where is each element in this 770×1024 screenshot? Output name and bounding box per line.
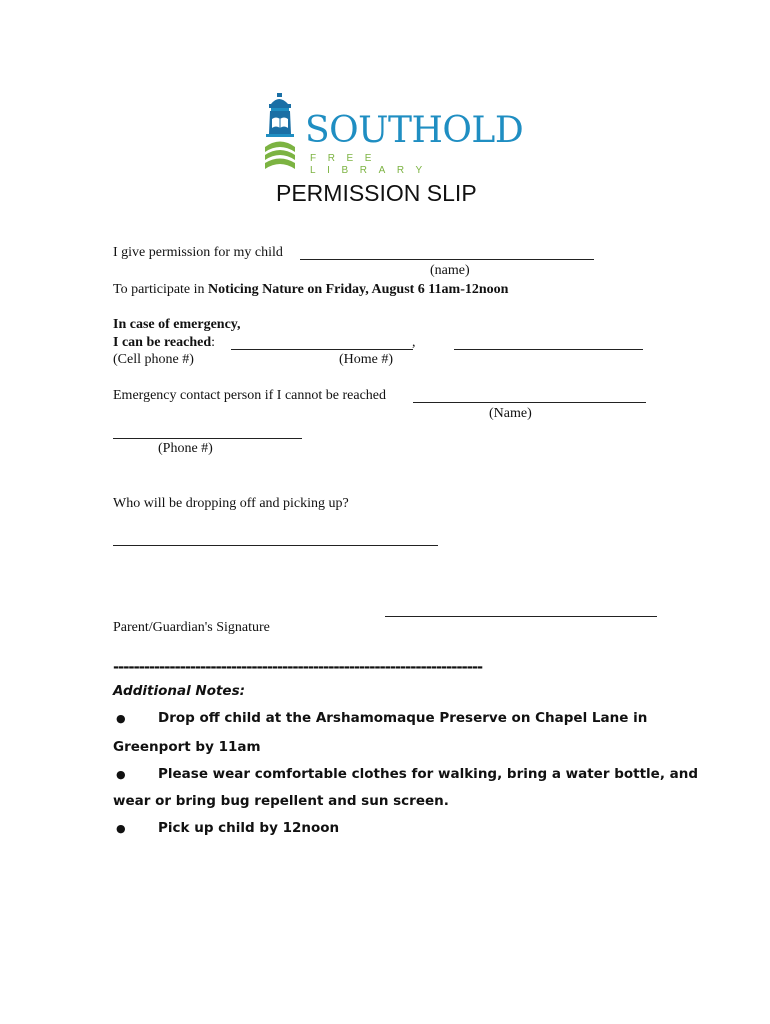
home-phone-caption: (Home #) xyxy=(339,352,394,367)
dropoff-question: Who will be dropping off and picking up? xyxy=(113,496,349,511)
emergency-contact-name-caption: (Name) xyxy=(489,406,532,421)
bullet-2: ● xyxy=(116,768,126,781)
note-1-line-1: Drop off child at the Arshamomaque Preserve on Chapel Lane in xyxy=(158,710,648,726)
signature-label: Parent/Guardian's Signature xyxy=(113,620,270,635)
child-permission-label: I give permission for my child xyxy=(113,245,283,260)
cell-phone-caption: (Cell phone #) xyxy=(113,352,194,367)
participate-prefix: To participate in xyxy=(113,282,205,297)
cell-phone-field[interactable] xyxy=(231,349,413,350)
library-logo xyxy=(262,92,524,176)
note-1-line-2: Greenport by 11am xyxy=(113,739,261,755)
notes-heading: Additional Notes: xyxy=(113,683,246,699)
note-2-line-2: wear or bring bug repellent and sun screen. xyxy=(113,793,449,809)
bullet-1: ● xyxy=(116,712,126,725)
logo-wordmark: SOUTHOLD xyxy=(305,110,524,151)
emergency-contact-phone-field[interactable] xyxy=(113,438,302,439)
signature-field[interactable] xyxy=(385,616,657,617)
note-2-line-1: Please wear comfortable clothes for walking, bring a water bottle, and xyxy=(158,766,699,782)
event-details: Noticing Nature on Friday, August 6 11am-12noon xyxy=(208,282,509,297)
logo-subtitle: FREE LIBRARY xyxy=(310,153,434,176)
lighthouse-book-icon xyxy=(262,92,302,176)
child-name-field[interactable] xyxy=(300,259,594,260)
page-title: PERMISSION SLIP xyxy=(276,180,477,206)
reached-colon: : xyxy=(211,335,216,350)
reached-label-row xyxy=(113,335,215,351)
home-phone-field[interactable] xyxy=(454,349,643,350)
bullet-3: ● xyxy=(116,822,126,835)
participate-line xyxy=(113,282,508,298)
emergency-contact-name-field[interactable] xyxy=(413,402,646,403)
reached-comma: , xyxy=(412,335,416,350)
separator-line: ------------------------------------------------------------------------ xyxy=(113,659,483,675)
emergency-contact-phone-caption: (Phone #) xyxy=(158,441,213,456)
emergency-heading: In case of emergency, xyxy=(113,317,241,332)
note-3-line-1: Pick up child by 12noon xyxy=(158,820,340,836)
reached-label: I can be reached xyxy=(113,335,212,350)
dropoff-person-field[interactable] xyxy=(113,545,438,546)
emergency-contact-label: Emergency contact person if I cannot be reached xyxy=(113,388,386,403)
child-name-caption: (name) xyxy=(430,263,470,278)
